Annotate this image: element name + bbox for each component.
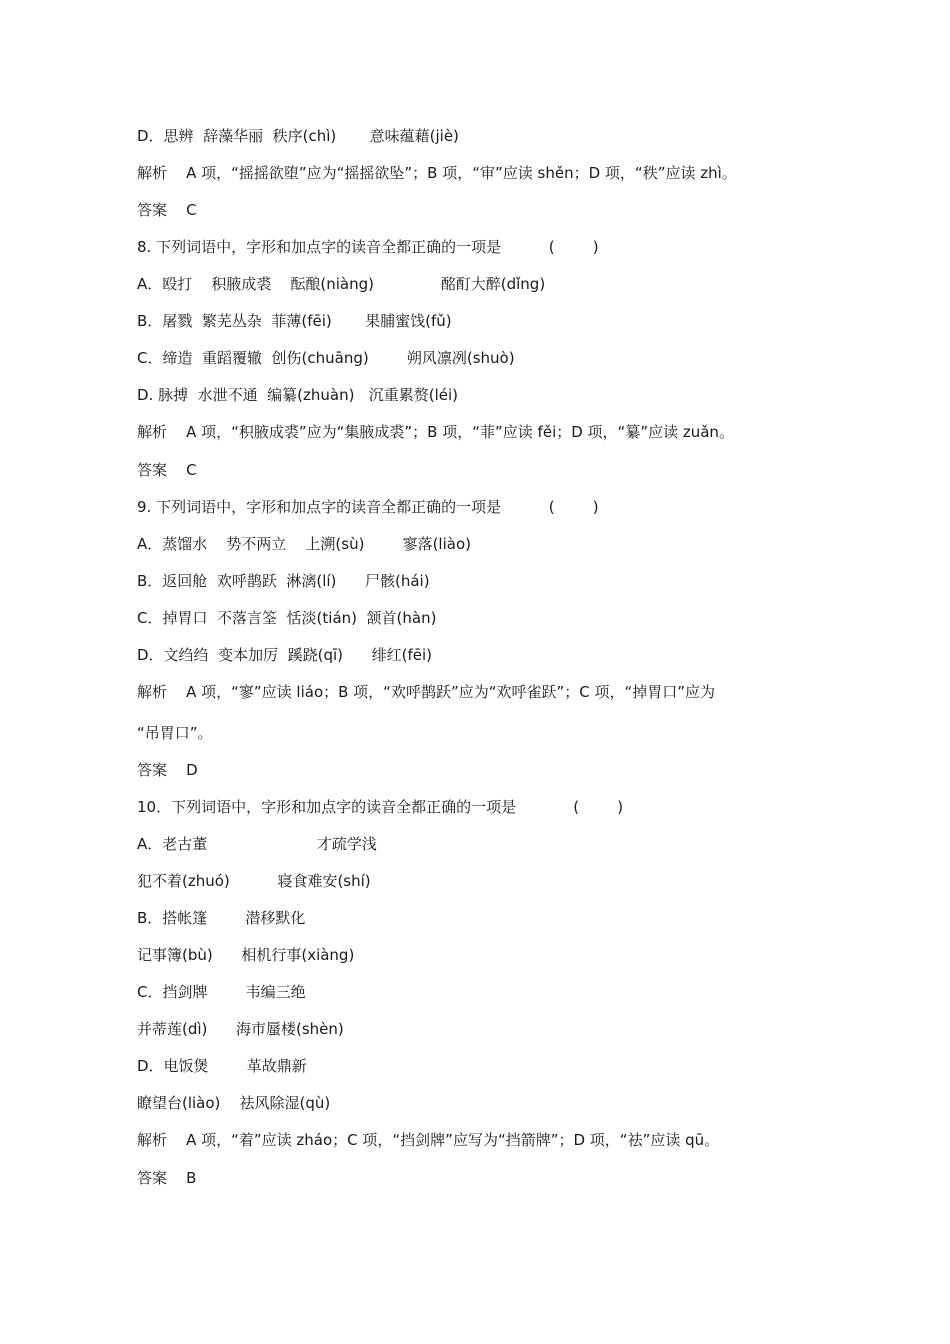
- text-line: D．思辨 辞藻华丽 秩序(chì) 意味蕴藉(jiè): [137, 127, 459, 145]
- text-line: 8. 下列词语中，字形和加点字的读音全都正确的一项是 ( ): [137, 238, 599, 256]
- text-line: A．殴打 积腋成裘 酝酿(niàng) 酩酊大醉(dǐng): [137, 275, 546, 293]
- text-line: D. 脉搏 水泄不通 编纂(zhuàn) 沉重累赘(léi): [137, 386, 459, 404]
- text-line: 答案 D: [137, 761, 198, 779]
- text-line: 记事簿(bù) 相机行事(xiàng): [137, 946, 355, 964]
- text-line: B．搭帐篷 潜移默化: [137, 909, 306, 927]
- text-line: 解析 A 项，“寥”应读 liáo；B 项，“欢呼鹊跃”应为“欢呼雀跃”；C 项，“掉胃口”应为: [137, 683, 716, 701]
- text-line: B．返回舱 欢呼鹊跃 淋漓(lí) 尸骸(hái): [137, 572, 430, 590]
- text-line: A．蒸馏水 势不两立 上溯(sù) 寥落(liào): [137, 535, 471, 553]
- text-line: D．电饭煲 革故鼎新: [137, 1057, 307, 1075]
- text-line: 瞭望台(liào) 祛风除湿(qù): [137, 1094, 331, 1112]
- text-line: 并蒂莲(dì) 海市蜃楼(shèn): [137, 1020, 344, 1038]
- text-line: B．屠戮 繁芜丛杂 菲薄(fēi) 果脯蜜饯(fǔ): [137, 312, 452, 330]
- text-line: 解析 A 项，“积腋成裘”应为“集腋成裘”；B 项，“菲”应读 fěi；D 项，“纂”应读 zuǎn。: [137, 423, 734, 441]
- text-line: 解析 A 项，“着”应读 zháo；C 项，“挡剑牌”应写为“挡箭牌”；D 项，“祛”应读 qū。: [137, 1131, 720, 1149]
- text-line: C．缔造 重蹈覆辙 创伤(chuāng) 朔风凛冽(shuò): [137, 349, 515, 367]
- text-line: C．挡剑牌 韦编三绝: [137, 983, 306, 1001]
- text-line: C．掉胃口 不落言筌 恬淡(tián) 颔首(hàn): [137, 609, 437, 627]
- text-line: 9. 下列词语中，字形和加点字的读音全都正确的一项是 ( ): [137, 498, 599, 516]
- text-line: A．老古董 才疏学浅: [137, 835, 377, 853]
- text-line: 解析 A 项，“摇摇欲堕”应为“摇摇欲坠”；B 项，“审”应读 shěn；D 项，“秩”应读 zhì。: [137, 164, 737, 182]
- text-line: 犯不着(zhuó) 寝食难安(shí): [137, 872, 371, 890]
- text-line: 答案 C: [137, 201, 197, 219]
- text-line: 答案 B: [137, 1169, 197, 1187]
- text-line: D．文绉绉 变本加厉 蹊跷(qī) 绯红(fēi): [137, 646, 433, 664]
- text-line: “吊胃口”。: [137, 724, 213, 742]
- text-line: 答案 C: [137, 461, 197, 479]
- text-line: 10．下列词语中，字形和加点字的读音全都正确的一项是 ( ): [137, 798, 624, 816]
